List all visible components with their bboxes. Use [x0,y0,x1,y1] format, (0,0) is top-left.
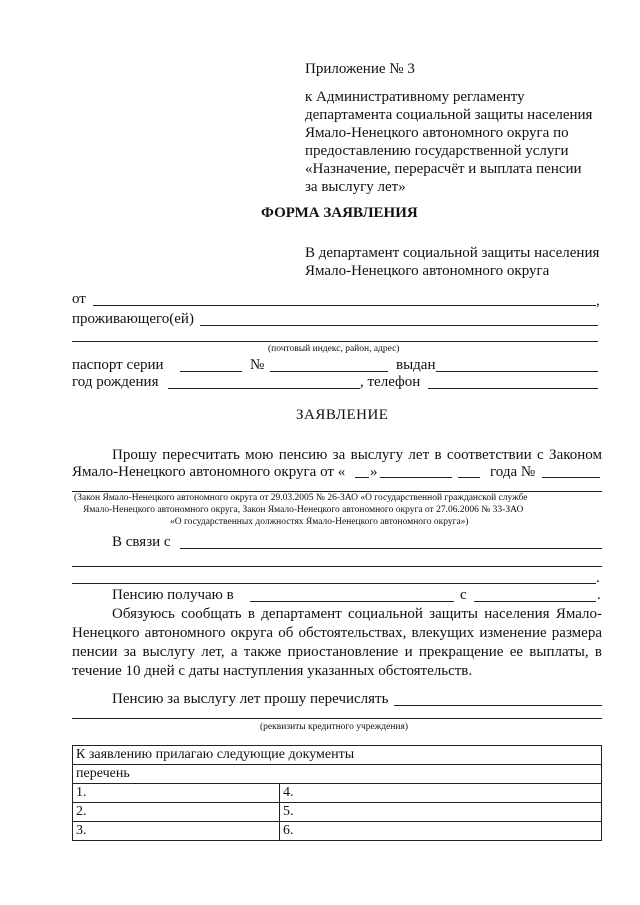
reason-label: В связи с [112,534,171,550]
appendix-line: за выслугу лет» [305,179,406,195]
appendix-line: к Административному регламенту [305,89,525,105]
reason-field-2[interactable] [72,566,602,567]
month-field[interactable] [380,477,452,478]
appendix-title: Приложение № 3 [305,61,415,77]
appendix-line: предоставлению государственной услуги [305,143,569,159]
request-line-2a: Ямало-Ненецкого автономного округа от « [72,464,346,480]
appendix-line: департамента социальной защиты населения [305,107,593,123]
transfer-field-2[interactable] [72,718,602,719]
passport-series-field[interactable] [180,371,242,372]
documents-table [72,745,602,841]
reason-period: . [596,570,600,586]
number-label: № [250,357,265,373]
addressee-line: Ямало-Ненецкого автономного округа [305,263,550,279]
request-line-2b: » [370,464,378,480]
address-caption: (почтовый индекс, район, адрес) [268,344,400,354]
reason-field-3[interactable] [72,583,596,584]
pension-received-field[interactable] [250,601,454,602]
documents-subheader: перечень [73,765,602,784]
transfer-field[interactable] [394,705,602,706]
appendix-line: «Назначение, перерасчёт и выплата пенсии [305,161,582,177]
obligation-line: Ненецкого автономного округа об обстоятельствах, влекущих изменение размера [72,625,602,641]
law-caption-line: (Закон Ямало-Ненецкого автономного округа от 29.03.2005 № 26-ЗАО «О государственной гражданской службе [74,493,528,503]
law-caption-line: «О государственных должностях Ямало-Ненецкого автономного округа») [170,517,469,527]
issued-field[interactable] [436,371,598,372]
day-field[interactable] [355,477,369,478]
addressee-line: В департамент социальной защиты населения [305,245,600,261]
document-cell[interactable]: 4. [280,784,602,803]
from-field[interactable] [93,305,596,306]
document-cell[interactable]: 6. [280,822,602,841]
pension-received-label: Пенсию получаю в [112,587,234,603]
law-caption-line: Ямало-Ненецкого автономного округа, Закон Ямало-Ненецкого автономного округа от 27.06.2006 № 33-ЗАО [83,505,524,515]
documents-subheader-row [73,765,602,784]
residing-label: проживающего(ей) [72,311,194,327]
obligation-line: пенсии за выслугу лет, а также приостановление и прекращение ее выплаты, в [72,644,602,660]
obligation-line: течение 10 дней с даты наступления указанных обстоятельств. [72,663,473,679]
form-title: ФОРМА ЗАЯВЛЕНИЯ [261,205,418,221]
appendix-line: Ямало-Ненецкого автономного округа по [305,125,569,141]
reason-field[interactable] [180,548,602,549]
address-field[interactable] [72,341,598,342]
appendix-block [305,60,605,196]
document-cell[interactable]: 1. [73,784,280,803]
document-cell[interactable]: 3. [73,822,280,841]
request-line-2c: года № [490,464,536,480]
law-number-field[interactable] [542,477,600,478]
transfer-label: Пенсию за выслугу лет прошу перечислять [112,691,389,707]
birth-year-field[interactable] [168,388,360,389]
request-line-1: Прошу пересчитать мою пенсию за выслугу лет в соответствии с Законом [112,447,602,463]
statement-title: ЗАЯВЛЕНИЕ [296,407,389,423]
table-row [73,784,602,803]
documents-header-row [73,746,602,765]
pension-date-field[interactable] [474,601,596,602]
pension-with-label: с [460,587,467,603]
table-row [73,822,602,841]
pension-end: . [597,587,601,603]
year-field[interactable] [458,477,480,478]
issued-label: выдан [396,357,436,373]
birth-year-label: год рождения [72,374,159,390]
phone-field[interactable] [428,388,598,389]
phone-label: , телефон [360,374,421,390]
passport-number-field[interactable] [270,371,388,372]
from-label: от [72,291,86,307]
table-row [73,803,602,822]
from-comma: , [596,293,600,309]
obligation-line: Обязуюсь сообщать в департамент социальной защиты населения Ямало- [112,606,602,622]
residing-field[interactable] [200,325,598,326]
documents-header: К заявлению прилагаю следующие документы [73,746,602,765]
document-cell[interactable]: 2. [73,803,280,822]
document-cell[interactable]: 5. [280,803,602,822]
passport-label: паспорт серии [72,357,164,373]
transfer-caption: (реквизиты кредитного учреждения) [260,722,409,732]
